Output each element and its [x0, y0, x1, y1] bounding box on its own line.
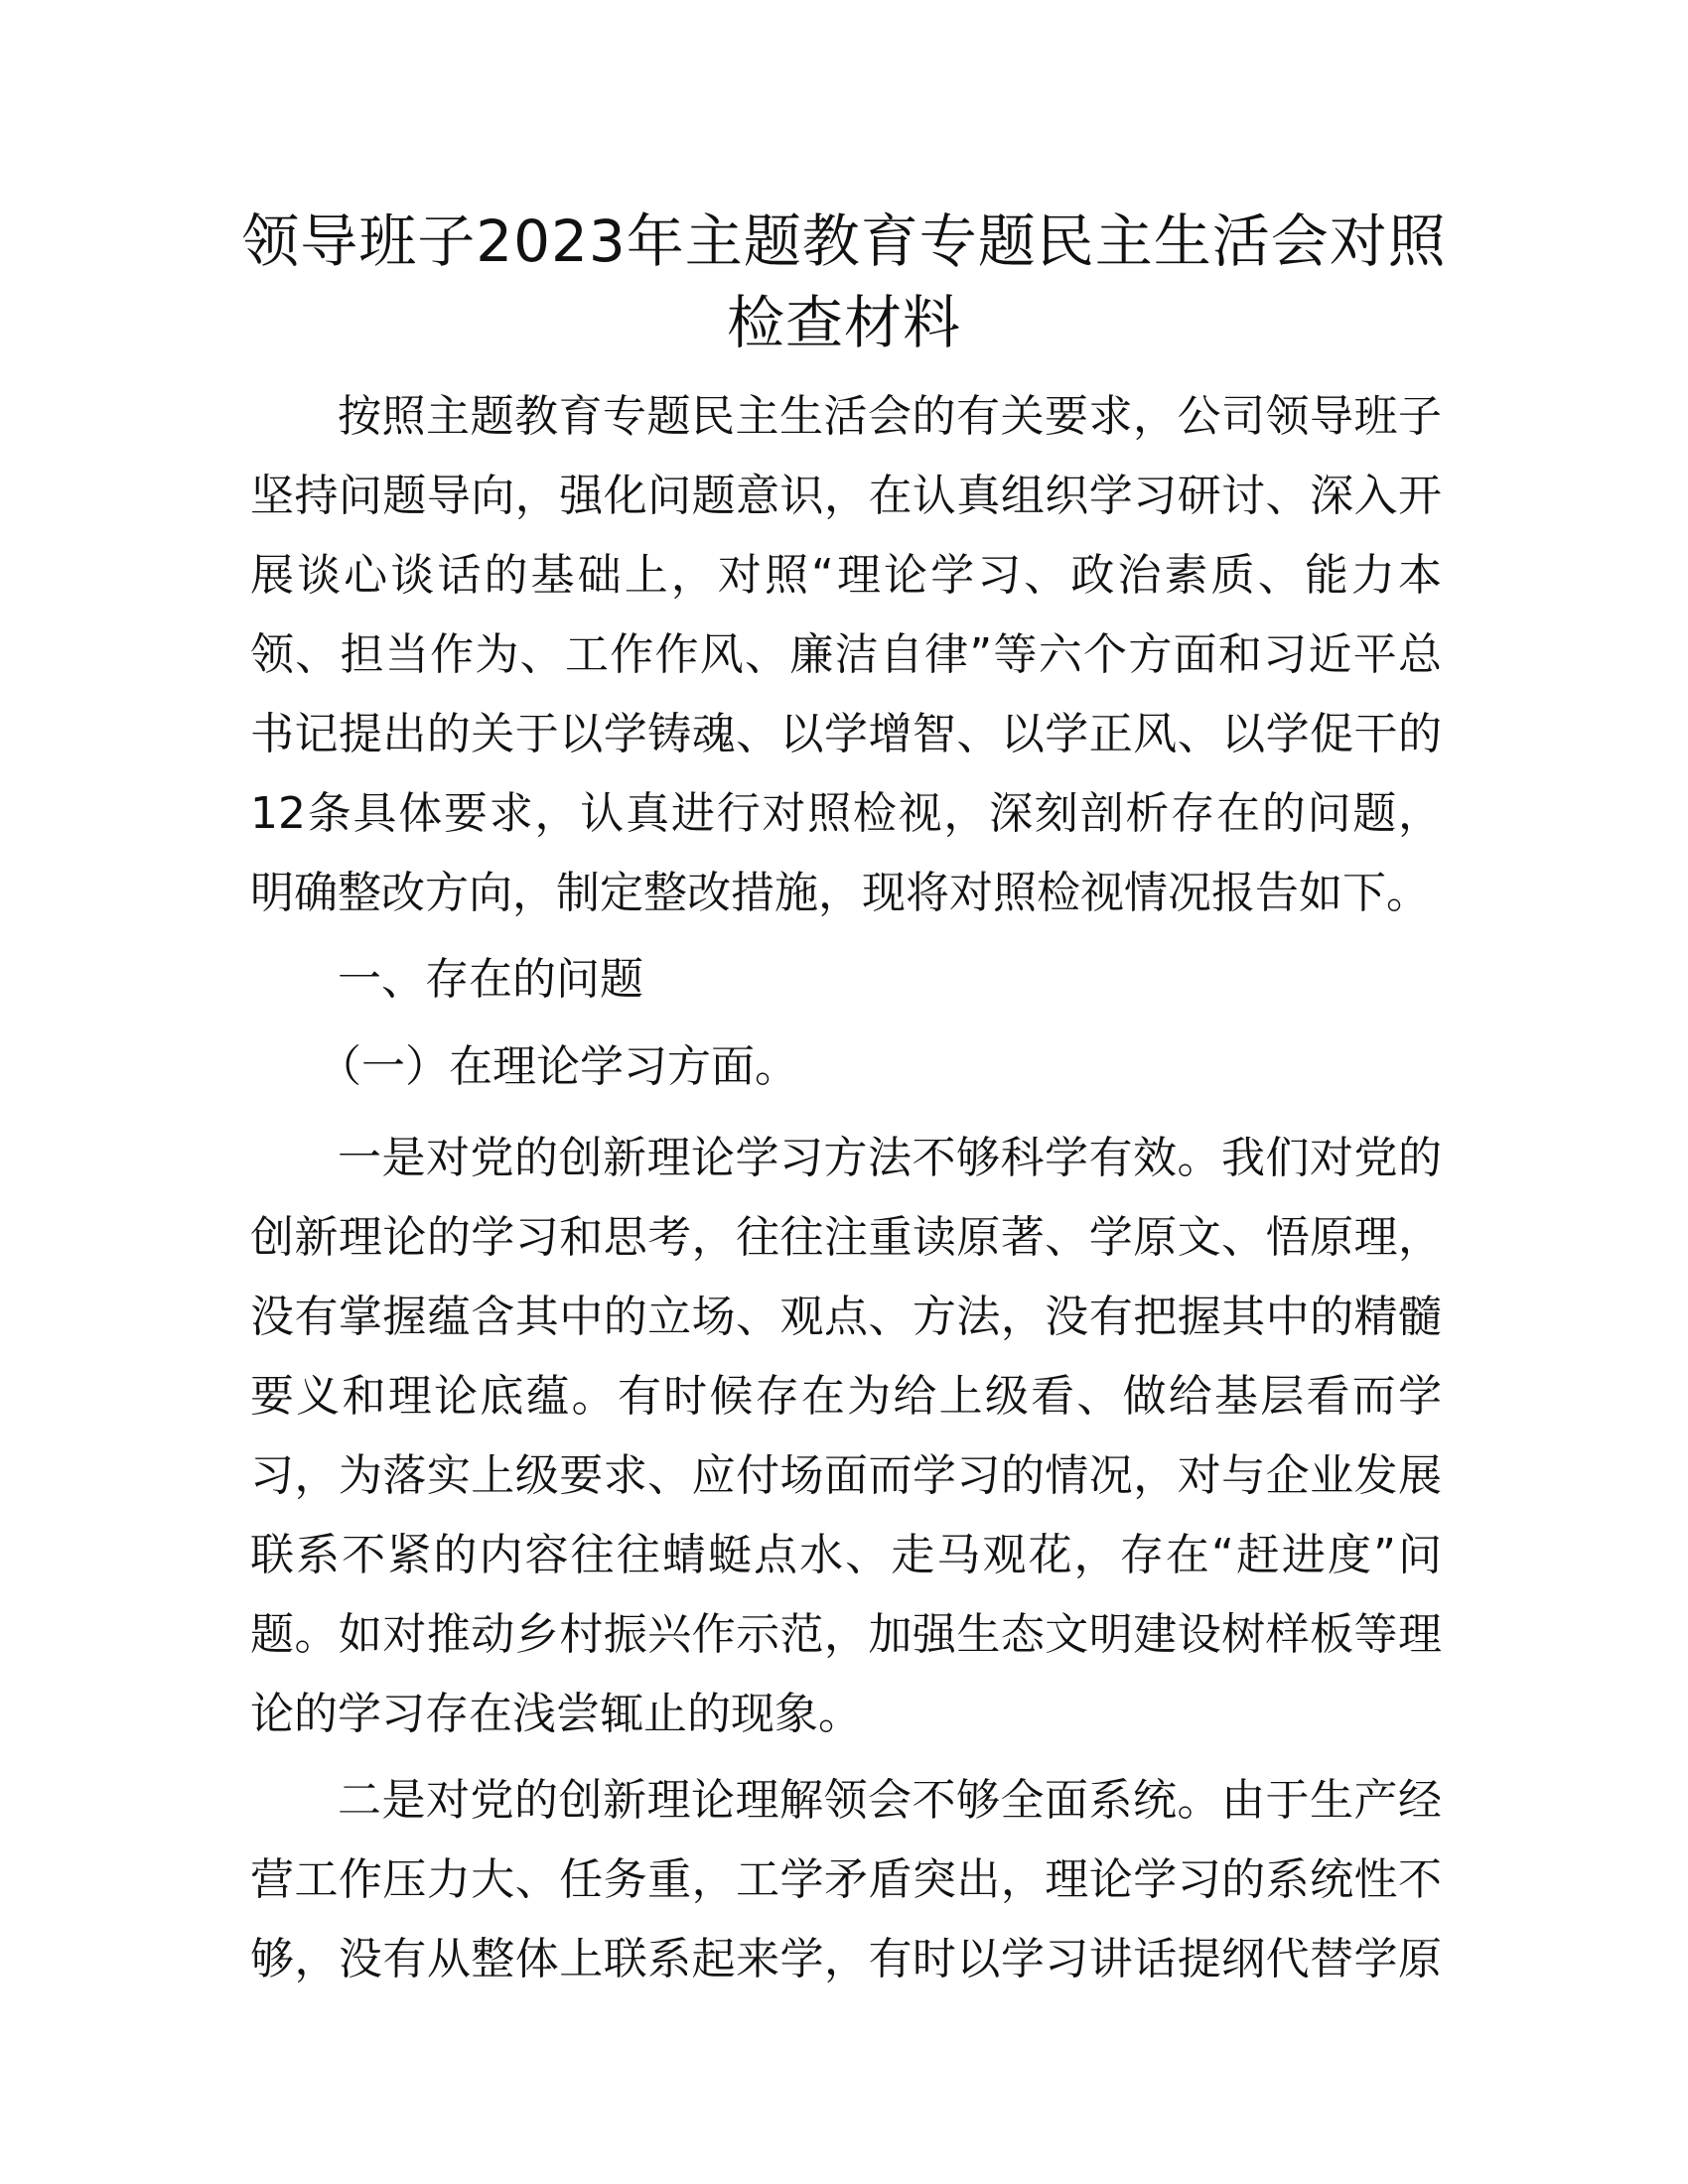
paragraph-line: 二是对党的创新理论理解领会不够全面系统。由于生产经 [338, 1775, 1442, 1826]
intro-line: 坚持问题导向，强化问题意识，在认真组织学习研讨、深入开 [250, 471, 1442, 521]
paragraph-line: 联系不紧的内容往往蜻蜓点水、走马观花，存在“赶进度”问 [250, 1530, 1442, 1580]
intro-line: 按照主题教育专题民主生活会的有关要求，公司领导班子 [338, 391, 1442, 442]
intro-line: 书记提出的关于以学铸魂、以学增智、以学正风、以学促干的 [250, 709, 1442, 759]
paragraph-line: 没有掌握蕴含其中的立场、观点、方法，没有把握其中的精髓 [250, 1292, 1442, 1342]
paragraph-line: 论的学习存在浅尝辄止的现象。 [250, 1689, 862, 1739]
intro-line: 展谈心谈话的基础上，对照“理论学习、政治素质、能力本 [250, 550, 1442, 601]
paragraph-line: 要义和理论底蕴。有时候存在为给上级看、做给基层看而学 [250, 1371, 1442, 1422]
intro-line: 领、担当作为、工作作风、廉洁自律”等六个方面和习近平总 [250, 629, 1442, 680]
document-title-line-2: 检查材料 [726, 289, 961, 356]
paragraph-line: 营工作压力大、任务重，工学矛盾突出，理论学习的系统性不 [250, 1854, 1442, 1905]
subsection-heading: （一）在理论学习方面。 [318, 1041, 798, 1092]
paragraph-line: 一是对党的创新理论学习方法不够科学有效。我们对党的 [338, 1133, 1442, 1183]
paragraph-line: 够，没有从整体上联系起来学，有时以学习讲话提纲代替学原 [250, 1934, 1442, 1984]
paragraph-line: 题。如对推动乡村振兴作示范，加强生态文明建设树样板等理 [250, 1609, 1442, 1660]
intro-line: 12条具体要求，认真进行对照检视，深刻剖析存在的问题， [250, 788, 1442, 839]
document-title-line-1: 领导班子2023年主题教育专题民主生活会对照 [241, 207, 1447, 275]
intro-line: 明确整改方向，制定整改措施，现将对照检视情况报告如下。 [250, 868, 1430, 918]
paragraph-line: 习，为落实上级要求、应付场面而学习的情况，对与企业发展 [250, 1450, 1442, 1501]
section-heading: 一、存在的问题 [338, 954, 643, 1005]
paragraph-line: 创新理论的学习和思考，往往注重读原著、学原文、悟原理， [250, 1212, 1442, 1263]
